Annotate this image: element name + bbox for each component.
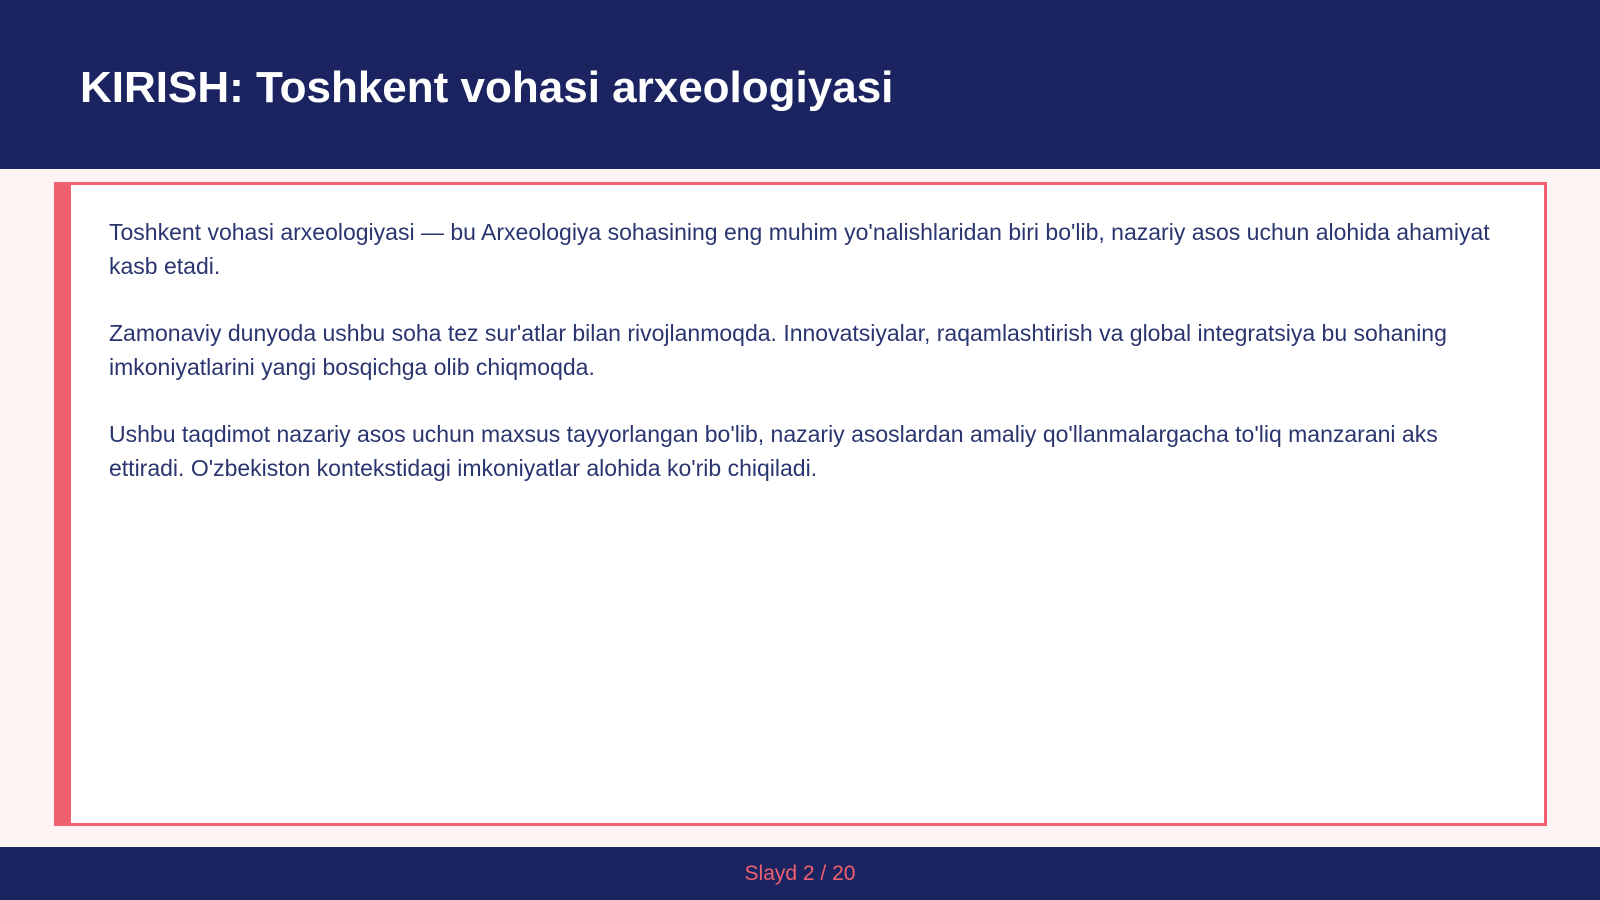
slide-counter: Slayd 2 / 20 [744,862,856,885]
content-body [109,215,1509,518]
content-card [54,182,1547,826]
slide-header [0,0,1600,169]
slide-title: KIRISH: Toshkent vohasi arxeologiyasi [80,63,894,112]
slide-footer [0,847,1600,900]
paragraph-intro: Toshkent vohasi arxeologiyasi — bu Arxeologiya sohasining eng muhim yo'nalishlaridan biri bo'lib, nazariy asos uchun alohida ahamiyat kasb etadi. [109,219,1490,279]
paragraph-purpose: Ushbu taqdimot nazariy asos uchun maxsus tayyorlangan bo'lib, nazariy asoslardan amaliy qo'llanmalargacha to'liq manzarani aks ettiradi. O'zbekiston kontekstidagi imkoniyatlar alohida ko'rib chiqiladi. [109,421,1438,481]
paragraph-modern: Zamonaviy dunyoda ushbu soha tez sur'atlar bilan rivojlanmoqda. Innovatsiyalar, raqamlashtirish va global integratsiya bu sohaning imkoniyatlarini yangi bosqichga olib chiqmoqda. [109,320,1447,380]
